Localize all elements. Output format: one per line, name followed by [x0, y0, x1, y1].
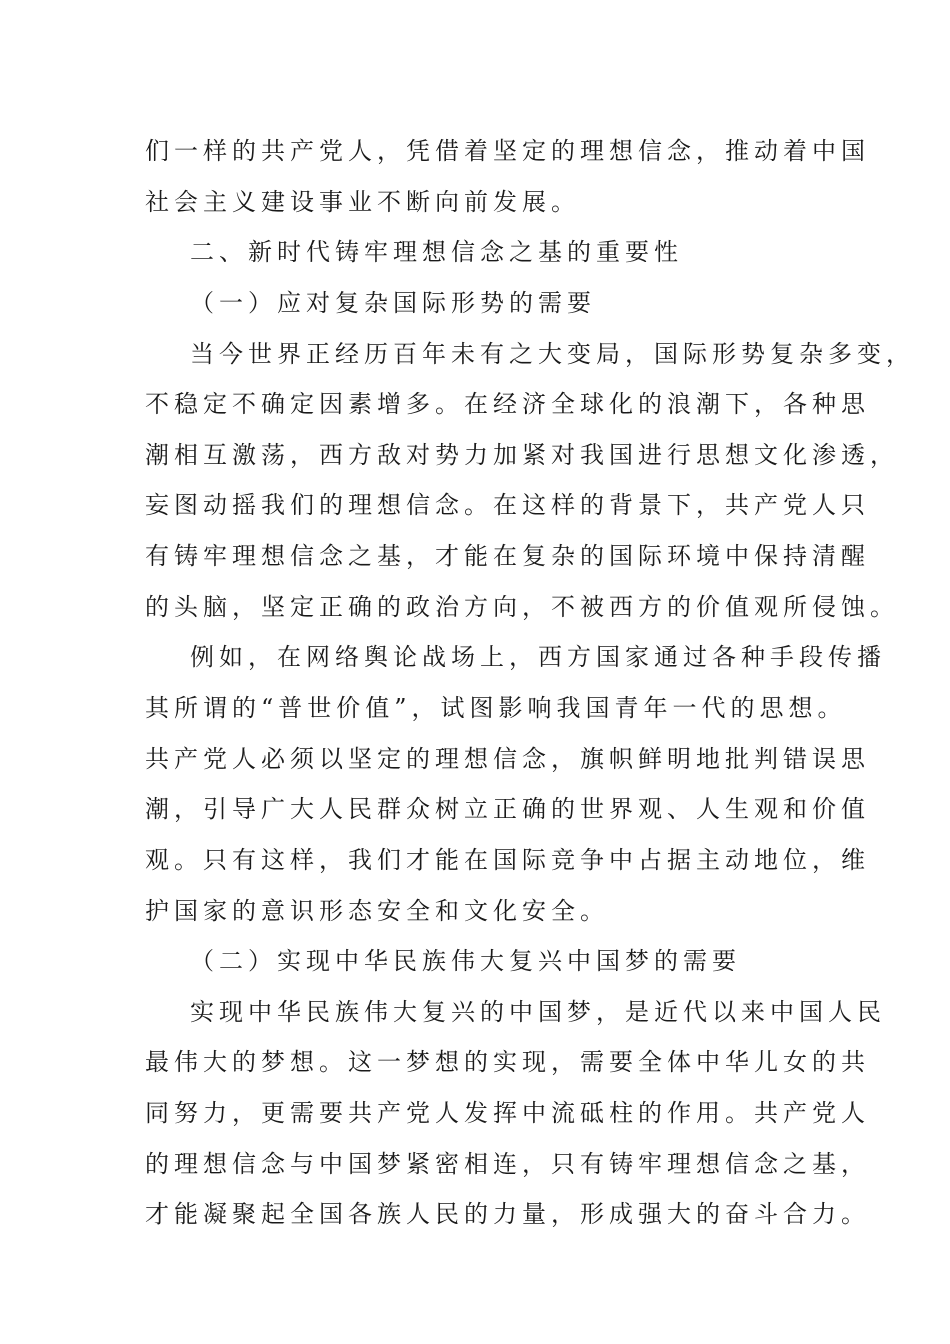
text-line: 潮，引导广大人民群众树立正确的世界观、人生观和价值	[145, 795, 870, 823]
text-line: 不稳定不确定因素增多。在经济全球化的浪潮下，各种思	[145, 390, 870, 418]
subsection-heading: （二）实现中华民族伟大复兴中国梦的需要	[190, 947, 741, 975]
text-line: 实现中华民族伟大复兴的中国梦，是近代以来中国人民	[190, 998, 886, 1026]
text-line: 最伟大的梦想。这一梦想的实现，需要全体中华儿女的共	[145, 1048, 870, 1076]
text-line: 同努力，更需要共产党人发挥中流砥柱的作用。共产党人	[145, 1099, 870, 1127]
section-heading: 二、新时代铸牢理想信念之基的重要性	[190, 238, 683, 266]
text-line: 其所谓的“普世价值”，试图影响我国青年一代的思想。	[145, 694, 847, 722]
text-line: 当今世界正经历百年未有之大变局，国际形势复杂多变，	[190, 340, 915, 368]
text-line: 例如，在网络舆论战场上，西方国家通过各种手段传播	[190, 643, 886, 671]
text-line: 观。只有这样，我们才能在国际竞争中占据主动地位，维	[145, 846, 870, 874]
subsection-heading: （一）应对复杂国际形势的需要	[190, 289, 596, 317]
text-line: 的头脑，坚定正确的政治方向，不被西方的价值观所侵蚀。	[145, 593, 899, 621]
text-line: 护国家的意识形态安全和文化安全。	[145, 897, 609, 925]
text-line: 们一样的共产党人，凭借着坚定的理想信念，推动着中国	[145, 137, 870, 165]
text-line: 社会主义建设事业不断向前发展。	[145, 188, 580, 216]
text-line: 妄图动摇我们的理想信念。在这样的背景下，共产党人只	[145, 491, 870, 519]
text-line: 的理想信念与中国梦紧密相连，只有铸牢理想信念之基，	[145, 1150, 870, 1178]
text-line: 才能凝聚起全国各族人民的力量，形成强大的奋斗合力。	[145, 1200, 870, 1228]
text-line: 有铸牢理想信念之基，才能在复杂的国际环境中保持清醒	[145, 542, 870, 570]
text-line: 共产党人必须以坚定的理想信念，旗帜鲜明地批判错误思	[145, 745, 870, 773]
text-line: 潮相互激荡，西方敌对势力加紧对我国进行思想文化渗透，	[145, 441, 899, 469]
